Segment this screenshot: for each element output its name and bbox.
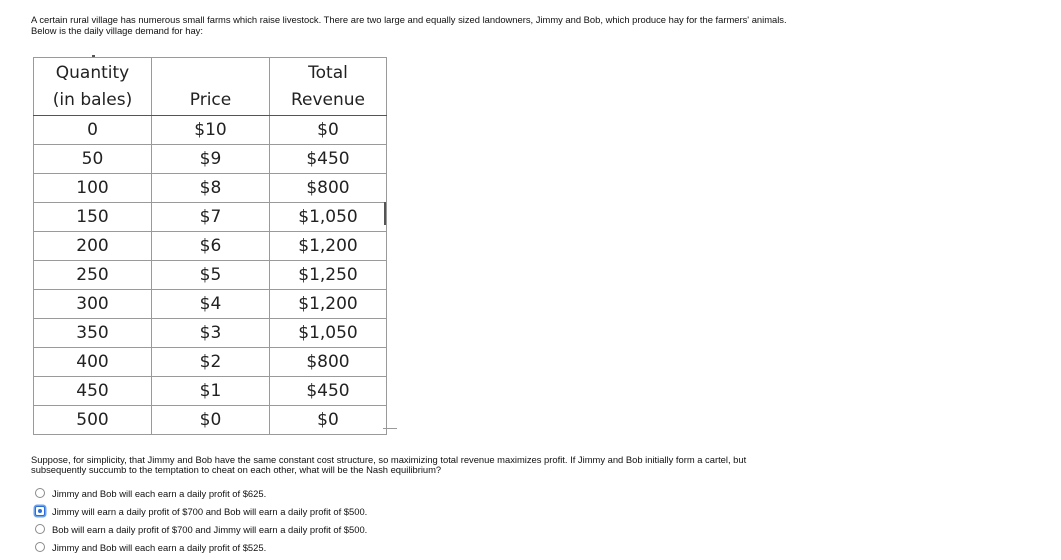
header-revenue-line1: Total: [308, 63, 348, 83]
cell-price: $1: [152, 377, 270, 406]
demand-table-container: [33, 57, 387, 435]
cell-price: $4: [152, 290, 270, 319]
header-quantity: [34, 58, 152, 116]
cell-revenue: $1,250: [270, 261, 387, 290]
cell-quantity: 0: [34, 116, 152, 145]
table-row: [34, 348, 387, 377]
cell-revenue: $1,050: [270, 203, 387, 232]
table-row: [34, 319, 387, 348]
cell-revenue: $450: [270, 377, 387, 406]
cell-quantity: 200: [34, 232, 152, 261]
answer-label[interactable]: Jimmy and Bob will each earn a daily profit of $625.: [52, 487, 267, 499]
table-row: [34, 377, 387, 406]
cell-quantity: 450: [34, 377, 152, 406]
radio-button[interactable]: [35, 524, 45, 534]
header-price-label: Price: [189, 90, 232, 110]
cell-price: $2: [152, 348, 270, 377]
cell-price: $3: [152, 319, 270, 348]
table-row: [34, 174, 387, 203]
question-line-2: subsequently succumb to the temptation to cheat on each other, what will be the Nash equilibrium?: [31, 464, 442, 475]
answer-option-3[interactable]: [35, 520, 367, 538]
cell-price: $5: [152, 261, 270, 290]
answer-label[interactable]: Bob will earn a daily profit of $700 and Jimmy will earn a daily profit of $500.: [52, 523, 368, 535]
answer-label[interactable]: Jimmy will earn a daily profit of $700 and Bob will earn a daily profit of $500.: [52, 505, 368, 517]
header-total-revenue: [270, 58, 387, 116]
cell-revenue: $0: [270, 406, 387, 435]
cell-quantity: 300: [34, 290, 152, 319]
table-bottom-extension: [383, 428, 397, 429]
demand-table: [33, 57, 387, 435]
answer-label[interactable]: Jimmy and Bob will each earn a daily profit of $525.: [52, 541, 267, 553]
radio-button-selected[interactable]: [35, 506, 45, 516]
table-row: [34, 290, 387, 319]
cell-quantity: 150: [34, 203, 152, 232]
intro-line-1: A certain rural village has numerous small farms which raise livestock. There are two large and equally sized landowners, Jimmy and Bob, which produce hay for the farmers' animals.: [31, 14, 787, 25]
answer-option-2[interactable]: [35, 502, 367, 520]
cell-quantity: 400: [34, 348, 152, 377]
cell-price: $10: [152, 116, 270, 145]
header-quantity-line2: (in bales): [52, 90, 133, 110]
cell-quantity: 100: [34, 174, 152, 203]
cell-quantity: 50: [34, 145, 152, 174]
cell-price: $7: [152, 203, 270, 232]
cell-quantity: 500: [34, 406, 152, 435]
question-text: [31, 455, 931, 475]
header-revenue-line2: Revenue: [290, 90, 366, 110]
answer-options: [35, 484, 367, 556]
answer-option-1[interactable]: [35, 484, 367, 502]
cell-price: $6: [152, 232, 270, 261]
cell-revenue: $1,200: [270, 290, 387, 319]
header-price: [152, 58, 270, 116]
cell-quantity: 350: [34, 319, 152, 348]
cell-price: $9: [152, 145, 270, 174]
table-row: [34, 261, 387, 290]
radio-button[interactable]: [35, 542, 45, 552]
table-row: [34, 145, 387, 174]
table-row: [34, 232, 387, 261]
cell-quantity: 250: [34, 261, 152, 290]
table-row: [34, 406, 387, 435]
cell-revenue: $450: [270, 145, 387, 174]
cell-revenue: $0: [270, 116, 387, 145]
intro-text: [31, 14, 1031, 36]
cell-revenue: $1,200: [270, 232, 387, 261]
table-row: [34, 203, 387, 232]
table-header-row: [34, 58, 387, 116]
question-line-1: Suppose, for simplicity, that Jimmy and Bob have the same constant cost structure, so maximizing total revenue maximizes profit. If Jimmy and Bob initially form a cartel, but: [31, 454, 747, 465]
cell-price: $8: [152, 174, 270, 203]
answer-option-4[interactable]: [35, 538, 367, 556]
cell-revenue: $1,050: [270, 319, 387, 348]
table-row: [34, 116, 387, 145]
cell-revenue: $800: [270, 348, 387, 377]
header-quantity-line1: Quantity: [55, 63, 130, 83]
cell-price: $0: [152, 406, 270, 435]
cell-revenue: $800: [270, 174, 387, 203]
intro-line-2: Below is the daily village demand for hay:: [31, 25, 203, 36]
radio-button[interactable]: [35, 488, 45, 498]
table-edge-mark: [384, 202, 386, 225]
